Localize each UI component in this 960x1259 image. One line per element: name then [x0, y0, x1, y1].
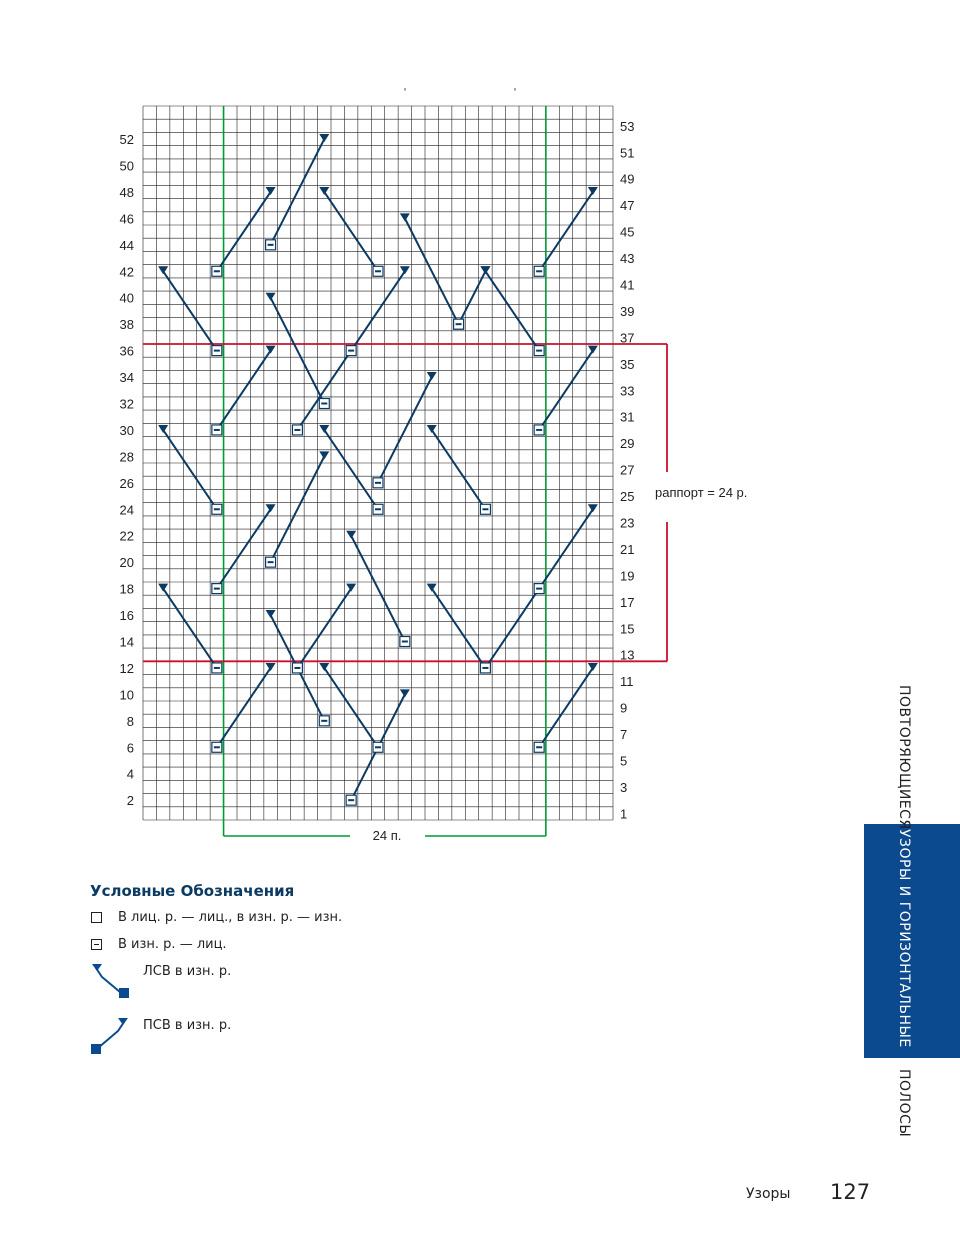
cable-top-marker: [427, 584, 437, 592]
row-number-right: 35: [620, 356, 635, 372]
row-number-left: 8: [126, 713, 134, 729]
cable-purl-dash: [321, 403, 327, 405]
cable-purl-dash: [456, 323, 462, 325]
cable-purl-dash: [348, 350, 354, 352]
cable-top-marker: [400, 213, 410, 221]
cable-purl-dash: [375, 482, 381, 484]
row-number-right: 37: [620, 330, 635, 346]
purl-square-icon: [91, 939, 102, 950]
row-number-right: 19: [620, 568, 635, 584]
cable-line: [217, 192, 271, 271]
empty-square-icon: [91, 912, 102, 923]
cable-top-marker: [400, 266, 410, 274]
row-number-right: 29: [620, 436, 635, 452]
tick-mark-right: ': [513, 87, 517, 98]
row-number-left: 14: [119, 634, 134, 650]
row-number-right: 43: [620, 251, 635, 267]
cable-purl-dash: [348, 799, 354, 801]
cable-line: [459, 271, 486, 324]
cable-line: [539, 192, 593, 271]
cable-top-marker: [266, 663, 276, 671]
row-number-left: 44: [119, 237, 134, 253]
legend-item-label: ЛСВ в изн. р.: [143, 964, 232, 979]
cable-purl-dash: [214, 508, 220, 510]
row-number-left: 12: [119, 660, 134, 676]
cable-line: [217, 668, 271, 747]
section-title-line1: ПОВТОРЯЮЩИЕСЯ: [896, 685, 912, 830]
cable-line: [351, 271, 405, 350]
cable-line: [217, 351, 271, 430]
cable-line: [324, 192, 378, 271]
tick-mark-left: ': [403, 87, 407, 98]
cable-purl-dash: [321, 720, 327, 722]
row-number-right: 17: [620, 594, 635, 610]
cable-line: [297, 589, 351, 668]
cable-line: [163, 430, 217, 509]
cable-purl-dash: [214, 746, 220, 748]
cable-line: [217, 509, 271, 588]
legend-item-right-cross: [90, 1018, 232, 1058]
cable-line: [271, 298, 325, 404]
legend-item-left-cross: [90, 964, 232, 1004]
row-number-right: 21: [620, 541, 635, 557]
cable-line: [271, 139, 325, 245]
cable-top-marker: [158, 266, 168, 274]
row-number-left: 22: [119, 528, 134, 544]
cable-purl-dash: [536, 588, 542, 590]
cable-top-marker: [266, 346, 276, 354]
cable-line: [485, 271, 539, 350]
row-number-left: 28: [119, 449, 134, 465]
repeat-label: раппорт = 24 р.: [655, 485, 748, 500]
stitch-count-label: 24 п.: [372, 828, 402, 843]
cable-purl-dash: [268, 561, 274, 563]
cable-line: [297, 351, 351, 430]
cable-top-marker: [266, 610, 276, 618]
row-number-left: 40: [119, 290, 134, 306]
legend-item-label: В лиц. р. — лиц., в изн. р. — изн.: [118, 910, 343, 925]
row-number-right: 3: [620, 779, 628, 795]
left-cross-cable-icon: [90, 964, 130, 1004]
section-title-line2: УЗОРЫ И ГОРИЗОНТАЛЬНЫЕ: [896, 829, 912, 1048]
row-number-right: 7: [620, 727, 628, 743]
section-title-vertical: [886, 685, 916, 1138]
row-number-left: 52: [119, 132, 134, 148]
row-number-right: 45: [620, 224, 635, 240]
cable-purl-dash: [214, 270, 220, 272]
page-number: 127: [830, 1180, 871, 1204]
row-number-left: 32: [119, 396, 134, 412]
cable-purl-dash: [402, 641, 408, 643]
cable-purl-dash: [214, 667, 220, 669]
cable-top-marker: [400, 689, 410, 697]
section-title-line3: ПОЛОСЫ: [896, 1069, 912, 1138]
cable-purl-dash: [214, 350, 220, 352]
row-number-left: 30: [119, 422, 134, 438]
row-number-left: 38: [119, 317, 134, 333]
row-number-left: 24: [119, 502, 134, 518]
cable-top-marker: [346, 531, 356, 539]
row-number-right: 31: [620, 409, 635, 425]
cable-purl-dash: [536, 746, 542, 748]
cable-line: [163, 271, 217, 350]
cable-purl-dash: [482, 667, 488, 669]
legend-item-label: В изн. р. — лиц.: [118, 937, 227, 952]
cable-top-marker: [346, 584, 356, 592]
row-number-left: 46: [119, 211, 134, 227]
cable-top-marker: [158, 425, 168, 433]
cable-line: [485, 589, 539, 668]
row-number-right: 53: [620, 118, 635, 134]
cable-top-marker: [266, 504, 276, 512]
row-number-left: 26: [119, 475, 134, 491]
cable-line: [432, 430, 486, 509]
cable-line: [271, 456, 325, 562]
right-cross-cable-icon: [90, 1018, 130, 1058]
row-number-right: 1: [620, 806, 628, 822]
cable-purl-dash: [294, 429, 300, 431]
cable-line: [163, 589, 217, 668]
row-number-right: 47: [620, 198, 635, 214]
row-number-right: 11: [620, 674, 634, 690]
cable-line: [324, 430, 378, 509]
row-number-right: 25: [620, 489, 635, 505]
cable-top-marker: [588, 504, 598, 512]
row-number-right: 5: [620, 753, 628, 769]
cable-line: [405, 218, 459, 324]
row-number-right: 49: [620, 171, 635, 187]
cable-top-marker: [319, 425, 329, 433]
row-number-right: 15: [620, 621, 635, 637]
row-number-right: 51: [620, 145, 635, 161]
row-number-right: 39: [620, 303, 635, 319]
cable-line: [539, 351, 593, 430]
cable-top-marker: [427, 425, 437, 433]
cable-line: [351, 536, 405, 642]
row-number-left: 2: [126, 793, 134, 809]
row-number-right: 27: [620, 462, 635, 478]
row-number-left: 50: [119, 158, 134, 174]
cable-line: [432, 589, 486, 668]
cable-line: [539, 509, 593, 588]
cable-purl-dash: [375, 508, 381, 510]
cable-purl-dash: [375, 746, 381, 748]
cable-top-marker: [319, 451, 329, 459]
legend-item-label: ПСВ в изн. р.: [143, 1018, 232, 1033]
cable-top-marker: [588, 187, 598, 195]
row-number-left: 4: [126, 766, 134, 782]
legend-title: Условные Обозначения: [90, 882, 295, 900]
footer-section-name: Узоры: [746, 1186, 791, 1202]
row-number-left: 42: [119, 264, 134, 280]
cable-top-marker: [266, 293, 276, 301]
cable-purl-dash: [536, 270, 542, 272]
cable-top-marker: [588, 663, 598, 671]
cable-purl-dash: [294, 667, 300, 669]
row-number-right: 41: [620, 277, 635, 293]
cable-top-marker: [319, 187, 329, 195]
cable-purl-dash: [214, 429, 220, 431]
row-number-left: 20: [119, 555, 134, 571]
cable-line: [539, 668, 593, 747]
row-number-right: 9: [620, 700, 628, 716]
row-number-left: 34: [119, 370, 134, 386]
legend: [90, 880, 490, 1080]
row-number-right: 13: [620, 647, 635, 663]
row-number-left: 10: [119, 687, 134, 703]
cable-purl-dash: [536, 429, 542, 431]
row-number-left: 16: [119, 608, 134, 624]
cable-purl-dash: [536, 350, 542, 352]
cable-purl-dash: [482, 508, 488, 510]
cable-top-marker: [319, 134, 329, 142]
cable-purl-dash: [214, 588, 220, 590]
cable-top-marker: [319, 663, 329, 671]
row-number-left: 6: [126, 740, 134, 756]
cable-purl-dash: [375, 270, 381, 272]
chart-grid: [143, 106, 613, 820]
cable-line: [324, 668, 378, 747]
cable-top-marker: [158, 584, 168, 592]
row-number-left: 18: [119, 581, 134, 597]
cable-line: [378, 377, 432, 483]
row-number-left: 36: [119, 343, 134, 359]
cable-top-marker: [266, 187, 276, 195]
cable-top-marker: [480, 266, 490, 274]
row-number-right: 23: [620, 515, 635, 531]
row-number-right: 33: [620, 383, 635, 399]
row-number-left: 48: [119, 184, 134, 200]
cable-purl-dash: [268, 244, 274, 246]
cable-top-marker: [427, 372, 437, 380]
cable-top-marker: [588, 346, 598, 354]
